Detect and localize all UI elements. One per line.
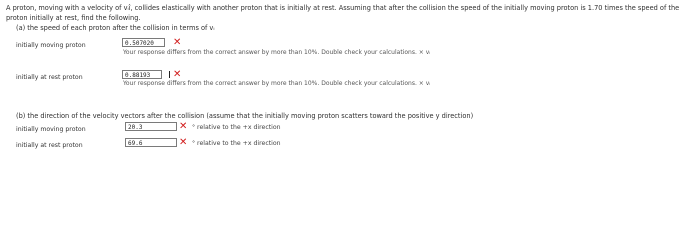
cross-mark-icon: ✕	[179, 137, 188, 148]
part-a-heading: (a) the speed of each proton after the collision in terms of vᵢ	[16, 24, 215, 32]
problem-statement: A proton, moving with a velocity of vᵢî, collides elastically with another proton that is initially at rest. Assuming that after the collision the speed of the initially moving proton is 1.70 times the speed of the proton initially at rest, find the following.	[6, 4, 680, 22]
part-b-row-2-label: initially at rest proton	[16, 142, 83, 149]
part-a-row-2-feedback: Your response differs from the correct answer by more than 10%. Double check your calculations. × vᵢ	[123, 80, 431, 87]
cross-mark-icon: ✕	[179, 121, 188, 132]
text-cursor	[169, 71, 170, 78]
part-b-row-1-direction: ° relative to the +x direction	[192, 124, 281, 131]
part-a-row-1-label: initially moving proton	[16, 42, 86, 49]
part-b-row-2-input[interactable]: 69.6	[125, 138, 177, 147]
part-a-row-1-feedback: Your response differs from the correct answer by more than 10%. Double check your calculations. × vᵢ	[123, 49, 431, 56]
part-b-heading: (b) the direction of the velocity vectors after the collision (assume that the initially moving proton scatters toward the positive y direction)	[16, 112, 474, 120]
cross-mark-icon: ✕	[173, 37, 182, 48]
part-a-row-2-input[interactable]: 0.88193	[122, 70, 162, 79]
part-b-row-1-label: initially moving proton	[16, 126, 86, 133]
part-b-row-1-input[interactable]: 20.3	[125, 122, 177, 131]
part-a-row-1-input[interactable]: 0.507020	[122, 38, 165, 47]
cross-mark-icon: ✕	[173, 69, 182, 80]
part-b-row-2-direction: ° relative to the +x direction	[192, 140, 281, 147]
part-a-row-2-label: initially at rest proton	[16, 74, 83, 81]
